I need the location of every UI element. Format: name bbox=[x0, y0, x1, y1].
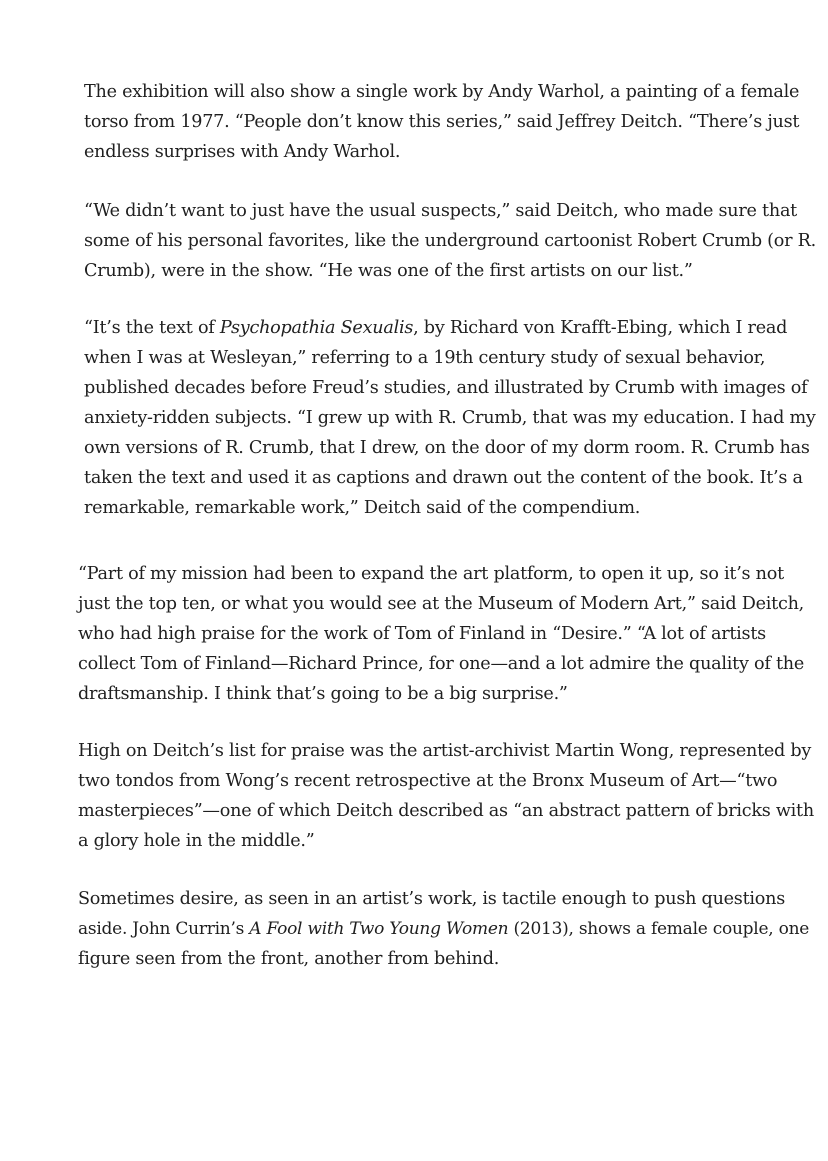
paragraph-mission bbox=[78, 559, 804, 709]
text-line: Crumb), were in the show. “He was one of the first artists on our list.” bbox=[84, 261, 693, 281]
text-run: , by Richard von Krafft-Ebing, which I read bbox=[413, 318, 788, 338]
text-line bbox=[78, 914, 809, 944]
text-line: torso from 1977. “People don’t know this series,” said Jeffrey Deitch. “There’s just bbox=[84, 112, 800, 132]
text-line: The exhibition will also show a single work by Andy Warhol, a painting of a female bbox=[84, 82, 800, 102]
text-line: two tondos from Wong’s recent retrospective at the Bronx Museum of Art—“two bbox=[78, 771, 778, 791]
paragraph-psychopathia bbox=[84, 313, 816, 523]
text-line: anxiety-ridden subjects. “I grew up with R. Crumb, that was my education. I had my bbox=[84, 408, 816, 428]
artwork-title-italic: A Fool with Two Young Women bbox=[249, 919, 509, 939]
text-line: who had high praise for the work of Tom of Finland in “Desire.” “A lot of artists bbox=[78, 624, 766, 644]
text-run: “It’s the text of bbox=[84, 318, 220, 338]
text-line: some of his personal favorites, like the underground cartoonist Robert Crumb (or R. bbox=[84, 231, 816, 251]
text-line: taken the text and used it as captions and drawn out the content of the book. It’s a bbox=[84, 468, 803, 488]
paragraph-warhol bbox=[84, 77, 799, 167]
text-line: when I was at Wesleyan,” referring to a 19th century study of sexual behavior, bbox=[84, 348, 766, 368]
text-line bbox=[84, 313, 816, 343]
text-line: collect Tom of Finland—Richard Prince, for one—and a lot admire the quality of the bbox=[78, 654, 805, 674]
paragraph-martin-wong bbox=[78, 736, 814, 856]
text-line: “Part of my mission had been to expand the art platform, to open it up, so it’s not bbox=[78, 564, 784, 584]
text-line: remarkable, remarkable work,” Deitch said of the compendium. bbox=[84, 498, 641, 518]
paragraph-currin bbox=[78, 884, 809, 974]
text-line: Sometimes desire, as seen in an artist’s work, is tactile enough to push questions bbox=[78, 889, 785, 909]
book-title-italic: Psychopathia Sexualis bbox=[219, 318, 414, 338]
text-line: “We didn’t want to just have the usual suspects,” said Deitch, who made sure that bbox=[84, 201, 798, 221]
text-line: endless surprises with Andy Warhol. bbox=[84, 142, 401, 162]
paragraph-usual-suspects bbox=[84, 196, 816, 286]
text-line: just the top ten, or what you would see at the Museum of Modern Art,” said Deitch, bbox=[78, 594, 805, 614]
text-line: draftsmanship. I think that’s going to be a big surprise.” bbox=[78, 684, 568, 704]
text-line: published decades before Freud’s studies, and illustrated by Crumb with images of bbox=[84, 378, 808, 398]
text-run: aside. John Currin’s bbox=[78, 919, 250, 939]
text-run: (2013), shows a female couple, one bbox=[508, 919, 810, 939]
text-line: figure seen from the front, another from behind. bbox=[78, 949, 500, 969]
text-line: masterpieces”—one of which Deitch described as “an abstract pattern of bricks with bbox=[78, 801, 814, 821]
text-line: own versions of R. Crumb, that I drew, on the door of my dorm room. R. Crumb has bbox=[84, 438, 810, 458]
text-line: a glory hole in the middle.” bbox=[78, 831, 315, 851]
text-line: High on Deitch’s list for praise was the artist-archivist Martin Wong, represented by bbox=[78, 741, 812, 761]
